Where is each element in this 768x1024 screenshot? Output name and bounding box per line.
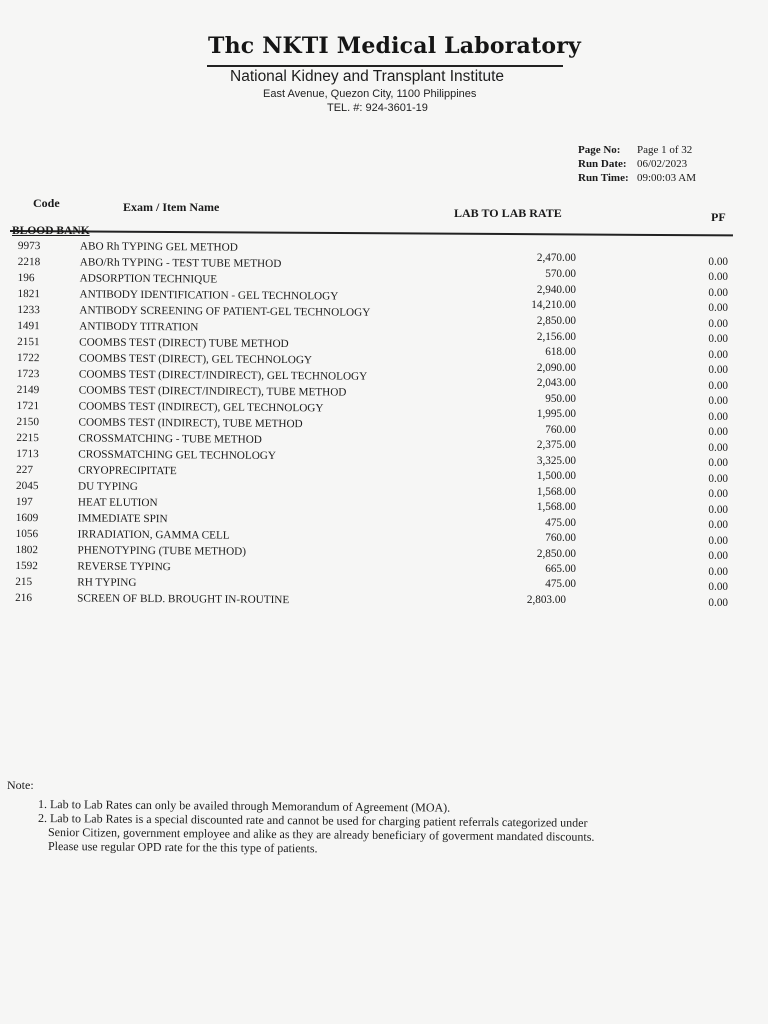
exam-name: ABO/Rh TYPING - TEST TUBE METHOD <box>79 256 282 271</box>
lab-rate-value: 1,995.00 <box>536 408 576 420</box>
page-number-value: Page 1 of 32 <box>637 144 693 156</box>
pf-value: 0.00 <box>708 364 728 376</box>
institute-address: East Avenue, Quezon City, 1100 Philippines <box>263 88 477 100</box>
pf-value: 0.00 <box>708 411 728 423</box>
note-line: Please use regular OPD rate for the this type of patients. <box>47 839 318 856</box>
pf-value: 0.00 <box>708 535 728 547</box>
pf-value: 0.00 <box>708 271 728 283</box>
column-header-pf: PF <box>711 210 726 224</box>
pf-value: 0.00 <box>708 380 728 392</box>
lab-rate-value: 2,470.00 <box>536 252 576 264</box>
exam-code: 227 <box>16 463 34 477</box>
exam-code: 2149 <box>16 383 40 397</box>
lab-rate-value: 2,940.00 <box>536 284 576 296</box>
pf-value: 0.00 <box>708 473 728 485</box>
run-date-label: Run Date: <box>578 158 627 170</box>
exam-name: CROSSMATCHING - TUBE METHOD <box>78 432 262 446</box>
exam-name: DU TYPING <box>78 480 138 493</box>
exam-name: ADSORPTION TECHNIQUE <box>79 272 218 286</box>
lab-rate-value: 2,090.00 <box>536 362 576 374</box>
lab-rate-value: 2,803.00 <box>526 594 566 606</box>
exam-code: 1609 <box>15 511 39 525</box>
lab-rate-value: 1,500.00 <box>536 470 576 482</box>
notes-heading: Note: <box>7 778 34 792</box>
column-header-lab-rate: LAB TO LAB RATE <box>454 206 562 220</box>
exam-name: COOMBS TEST (DIRECT/INDIRECT), GEL TECHNOLOGY <box>78 368 368 383</box>
page-number-label: Page No: <box>578 144 621 156</box>
exam-name: RH TYPING <box>77 576 137 589</box>
pf-value: 0.00 <box>708 457 728 469</box>
exam-code: 2218 <box>17 255 41 269</box>
pf-value: 0.00 <box>708 349 728 361</box>
pf-value: 0.00 <box>708 395 728 407</box>
exam-code: 1592 <box>15 559 38 573</box>
note-line: 1. Lab to Lab Rates can only be availed through Memorandum of Agreement (MOA). <box>37 797 451 815</box>
exam-code: 215 <box>15 575 33 589</box>
column-header-code: Code <box>33 196 60 210</box>
lab-rate-value: 618.00 <box>545 346 576 358</box>
lab-rate-value: 475.00 <box>545 578 576 590</box>
pf-value: 0.00 <box>708 333 728 345</box>
exam-code: 1713 <box>16 447 39 461</box>
run-time-label: Run Time: <box>578 172 629 184</box>
exam-code: 9973 <box>17 239 41 253</box>
section-heading: BLOOD BANK <box>12 225 90 237</box>
exam-name: COOMBS TEST (DIRECT/INDIRECT), TUBE METHOD <box>78 384 347 399</box>
exam-code: 1056 <box>15 527 39 541</box>
lab-rate-value: 665.00 <box>545 563 576 575</box>
exam-name: REVERSE TYPING <box>77 560 171 574</box>
exam-name: SCREEN OF BLD. BROUGHT IN-ROUTINE <box>77 592 290 607</box>
pf-value: 0.00 <box>708 597 728 609</box>
page-title: Thс NKTI Medical Laboratory <box>208 33 581 59</box>
exam-code: 1491 <box>17 319 40 333</box>
pf-value: 0.00 <box>708 519 728 531</box>
exam-code: 2150 <box>16 415 39 429</box>
pf-value: 0.00 <box>708 488 728 500</box>
exam-name: ANTIBODY SCREENING OF PATIENT-GEL TECHNOLOGY <box>79 304 371 319</box>
run-date-value: 06/02/2023 <box>637 158 688 170</box>
exam-name: ANTIBODY TITRATION <box>79 320 199 334</box>
exam-name: COOMBS TEST (DIRECT), GEL TECHNOLOGY <box>79 352 313 367</box>
exam-name: COOMBS TEST (INDIRECT), TUBE METHOD <box>78 416 303 431</box>
pf-value: 0.00 <box>708 442 728 454</box>
exam-code: 1802 <box>15 543 38 557</box>
exam-code: 1723 <box>16 367 40 381</box>
exam-code: 1821 <box>17 287 40 301</box>
pf-value: 0.00 <box>708 504 728 516</box>
exam-name: COOMBS TEST (DIRECT) TUBE METHOD <box>79 336 289 351</box>
column-header-exam-name: Exam / Item Name <box>123 200 220 214</box>
lab-rate-value: 1,568.00 <box>536 486 576 498</box>
pf-value: 0.00 <box>708 318 728 330</box>
lab-rate-value: 2,850.00 <box>536 548 576 560</box>
exam-code: 1721 <box>16 399 40 413</box>
lab-rate-value: 1,568.00 <box>536 501 576 513</box>
note-line: Senior Citizen, government employee and alike as they are already beneficiary of goverment mandated discounts. <box>47 825 595 844</box>
exam-name: PHENOTYPING (TUBE METHOD) <box>77 544 247 558</box>
pf-value: 0.00 <box>708 302 728 314</box>
pf-value: 0.00 <box>708 256 728 268</box>
lab-rate-value: 570.00 <box>545 268 576 280</box>
exam-name: CRYOPRECIPITATE <box>78 464 177 478</box>
exam-code: 2151 <box>17 335 40 349</box>
pf-value: 0.00 <box>708 287 728 299</box>
exam-code: 1233 <box>17 303 40 317</box>
exam-code: 196 <box>17 271 35 285</box>
lab-rate-value: 3,325.00 <box>536 455 576 467</box>
exam-name: ANTIBODY IDENTIFICATION - GEL TECHNOLOGY <box>79 288 339 303</box>
lab-rate-value: 2,375.00 <box>536 439 576 451</box>
exam-name: COOMBS TEST (INDIRECT), GEL TECHNOLOGY <box>78 400 324 415</box>
lab-rate-value: 14,210.00 <box>531 299 576 311</box>
pf-value: 0.00 <box>708 581 728 593</box>
pf-value: 0.00 <box>708 550 728 562</box>
note-line: 2. Lab to Lab Rates is a special discounted rate and cannot be used for charging patient referrals categorized under <box>37 811 588 830</box>
lab-rate-value: 2,156.00 <box>536 331 576 343</box>
exam-code: 2215 <box>16 431 39 445</box>
institute-telephone: TEL. #: 924-3601-19 <box>327 102 428 114</box>
exam-code: 216 <box>15 591 33 605</box>
exam-code: 2045 <box>16 479 39 493</box>
exam-name: ABO Rh TYPING GEL METHOD <box>79 240 238 254</box>
exam-name: IMMEDIATE SPIN <box>77 512 168 526</box>
lab-rate-value: 2,043.00 <box>536 377 576 389</box>
pf-value: 0.00 <box>708 426 728 438</box>
exam-code: 197 <box>15 495 33 509</box>
lab-rate-value: 475.00 <box>545 517 576 529</box>
exam-code: 1722 <box>17 351 40 365</box>
pf-value: 0.00 <box>708 566 728 578</box>
institute-name: National Kidney and Transplant Institute <box>230 68 505 85</box>
lab-rate-value: 2,850.00 <box>536 315 576 327</box>
exam-name: CROSSMATCHING GEL TECHNOLOGY <box>78 448 277 463</box>
exam-name: HEAT ELUTION <box>77 496 158 510</box>
lab-rate-value: 760.00 <box>545 424 576 436</box>
exam-name: IRRADIATION, GAMMA CELL <box>77 528 230 542</box>
lab-rate-value: 760.00 <box>545 532 576 544</box>
lab-rate-value: 950.00 <box>545 393 576 405</box>
run-time-value: 09:00:03 AM <box>637 172 696 184</box>
